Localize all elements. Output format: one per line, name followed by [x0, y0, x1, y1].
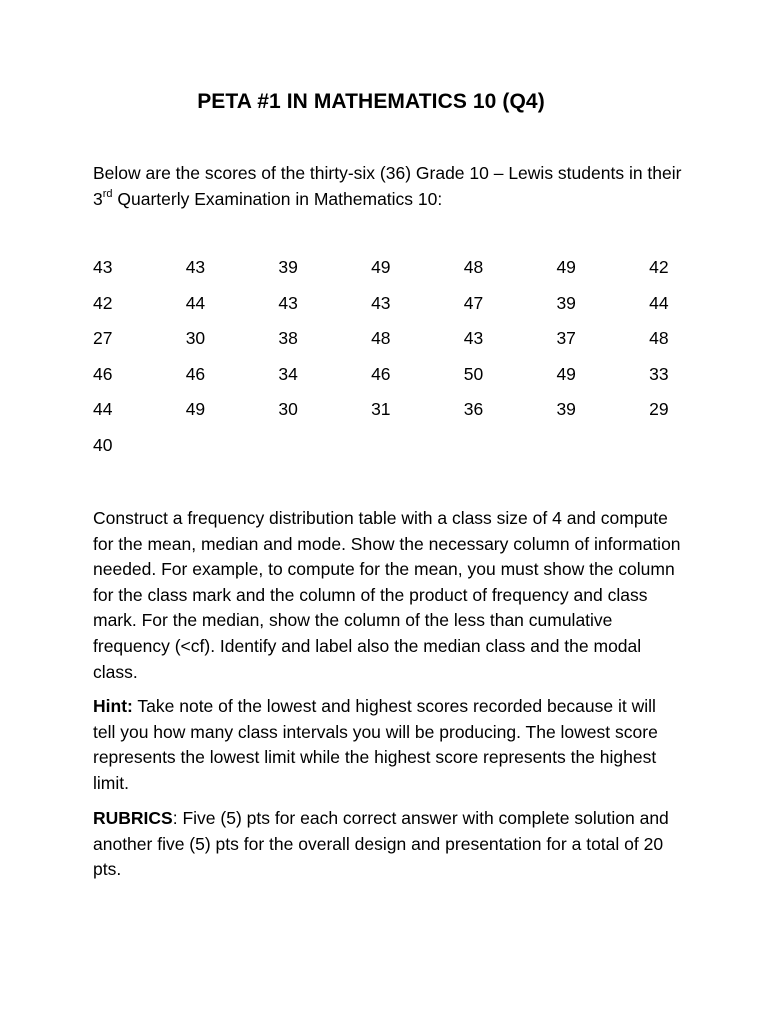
score-value: 50 — [463, 363, 484, 384]
score-value: 48 — [463, 257, 484, 277]
score-value: 42 — [649, 257, 669, 277]
score-value: 43 — [185, 257, 206, 277]
intro-text-after: Quarterly Examination in Mathematics 10: — [112, 189, 443, 209]
score-value: 46 — [93, 363, 113, 384]
score-value: 34 — [278, 363, 298, 384]
score-value: 36 — [463, 399, 484, 419]
hint-text: Take note of the lowest and highest scores recorded because it will tell you how many class intervals you will be producing. The lowest score represents the lowest limit while the highest score represents the highest limit. — [93, 696, 658, 793]
score-value: 29 — [649, 399, 669, 419]
rubrics-label: RUBRICS — [93, 808, 173, 828]
score-row — [93, 328, 693, 364]
score-value: 40 — [93, 434, 113, 455]
score-value: 42 — [93, 292, 113, 313]
page-title: PETA #1 IN MATHEMATICS 10 (Q4) — [197, 90, 545, 113]
score-value: 49 — [556, 363, 576, 384]
instructions-paragraph: Construct a frequency distribution table with a class size of 4 and compute for the mean, median and mode. Show the necessary column of information needed. For example, to compute for the mean, you must show the column for the class mark and the column of the product of frequency and class mark. For the median, show the column of the less than cumulative frequency (<cf). Identify and label also the median class and the modal class. — [93, 508, 681, 682]
score-value: 31 — [371, 399, 391, 419]
hint-paragraph — [93, 694, 683, 796]
intro-superscript: rd — [102, 188, 113, 201]
score-value: 48 — [371, 328, 391, 348]
score-value: 43 — [278, 292, 298, 313]
score-value: 44 — [93, 399, 113, 419]
score-value: 49 — [556, 257, 576, 277]
score-value: 43 — [371, 292, 391, 313]
score-value: 27 — [93, 328, 113, 348]
score-value: 48 — [649, 328, 669, 348]
score-value: 46 — [185, 363, 206, 384]
score-row — [93, 399, 693, 435]
score-value: 30 — [185, 328, 206, 348]
score-value: 38 — [278, 328, 298, 348]
intro-text-before: Below are the scores of the thirty-six (36) Grade 10 – Lewis students in their 3 — [93, 163, 682, 209]
scores-grid — [93, 257, 693, 470]
score-value: 43 — [93, 257, 113, 277]
score-value: 44 — [185, 292, 206, 313]
score-value: 49 — [371, 257, 391, 277]
score-row — [93, 293, 693, 329]
score-value: 47 — [463, 292, 484, 313]
score-row — [93, 435, 693, 471]
score-value: 46 — [371, 363, 391, 384]
score-value: 37 — [556, 328, 576, 348]
score-value: 30 — [278, 399, 298, 419]
score-row — [93, 257, 693, 293]
score-value: 39 — [278, 257, 298, 277]
hint-label: Hint: — [93, 696, 133, 716]
score-value: 49 — [185, 399, 206, 419]
score-value: 33 — [649, 363, 669, 384]
rubrics-paragraph — [93, 806, 683, 883]
intro-paragraph — [93, 160, 683, 212]
rubrics-text: : Five (5) pts for each correct answer with complete solution and another five (5) pts for the overall design and presentation for a total of 20 pts. — [93, 808, 669, 880]
score-value: 39 — [556, 399, 576, 419]
score-value: 43 — [463, 328, 484, 348]
score-value: 39 — [556, 292, 576, 313]
score-value: 44 — [649, 292, 669, 313]
score-row — [93, 364, 693, 400]
